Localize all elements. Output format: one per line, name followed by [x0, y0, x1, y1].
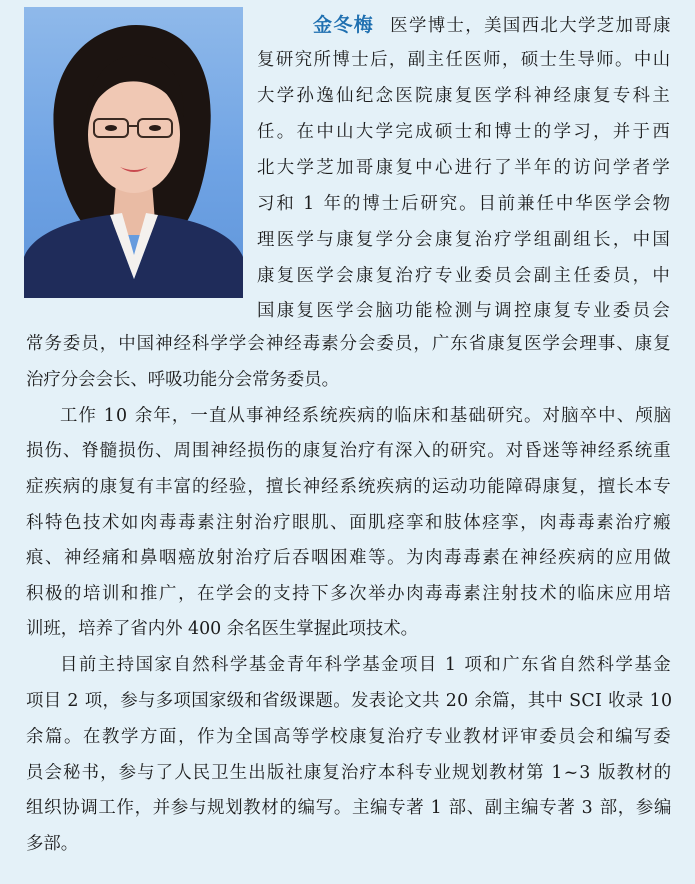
bio-text: 理医学与康复学分会康复治疗学组副组长，中国 — [257, 230, 673, 250]
research-text: 余篇。在教学方面，作为全国高等学校康复治疗专业教材评审委员会和编写委 — [26, 727, 673, 747]
portrait-illustration — [24, 7, 243, 298]
work-text: 损伤、脊髓损伤、周围神经损伤的康复治疗有深入的研究。对昏迷等神经系统重 — [26, 441, 672, 461]
work-text: 工作 10 余年，一直从事神经系统疾病的临床和基础研究。对脑卒中、颅脑 — [60, 406, 673, 426]
research-text: 目前主持国家自然科学基金青年科学基金项目 1 项和广东省自然科学基金 — [60, 655, 673, 675]
bio-text: 任。在中山大学完成硕士和博士的学习，并于西 — [257, 122, 673, 142]
work-text: 科特色技术如肉毒毒素注射治疗眼肌、面肌痉挛和肢体痉挛，肉毒毒素治疗瘢 — [26, 513, 673, 533]
bio-text: 北大学芝加哥康复中心进行了半年的访问学者学 — [257, 158, 673, 178]
bio-text: 习和 1 年的博士后研究。目前兼任中华医学会物 — [257, 194, 672, 214]
bio-text: 治疗分会会长、呼吸功能分会常务委员。 — [26, 370, 340, 390]
work-text: 训班，培养了省内外 400 余名医生掌握此项技术。 — [26, 619, 419, 639]
bio-text: 大学孙逸仙纪念医院康复医学科神经康复专科主 — [257, 86, 673, 106]
work-text: 积极的培训和推广，在学会的支持下多次举办肉毒毒素注射技术的临床应用培 — [26, 584, 673, 604]
author-portrait — [24, 7, 243, 298]
bio-text: 国康复医学会脑功能检测与调控康复专业委员会 — [257, 301, 673, 321]
research-text: 组织协调工作，并参与规划教材的编写。主编专著 1 部、副主编专著 3 部，参编 — [26, 798, 673, 818]
text-line — [313, 10, 672, 40]
bio-text: 医学博士，美国西北大学芝加哥康 — [390, 16, 672, 36]
research-text: 项目 2 项，参与多项国家级和省级课题。发表论文共 20 余篇，其中 SCI 收录 10 — [26, 691, 673, 711]
author-name: 金冬梅 — [313, 14, 375, 36]
work-text: 症疾病的康复有丰富的经验，擅长神经系统疾病的运动功能障碍康复，擅长本专 — [26, 477, 672, 497]
bio-text: 常务委员，中国神经科学学会神经毒素分会委员，广东省康复医学会理事、康复 — [26, 334, 672, 354]
research-text: 员会秘书，参与了人民卫生出版社康复治疗本科专业规划教材第 1~3 版教材的 — [26, 763, 673, 783]
research-text: 多部。 — [26, 834, 79, 854]
bio-text: 复研究所博士后，副主任医师，硕士生导师。中山 — [257, 50, 672, 70]
bio-text: 康复医学会康复治疗专业委员会副主任委员，中 — [257, 266, 673, 286]
work-text: 痕、神经痛和鼻咽癌放射治疗后吞咽困难等。为肉毒毒素在神经疾病的应用做 — [26, 548, 673, 568]
